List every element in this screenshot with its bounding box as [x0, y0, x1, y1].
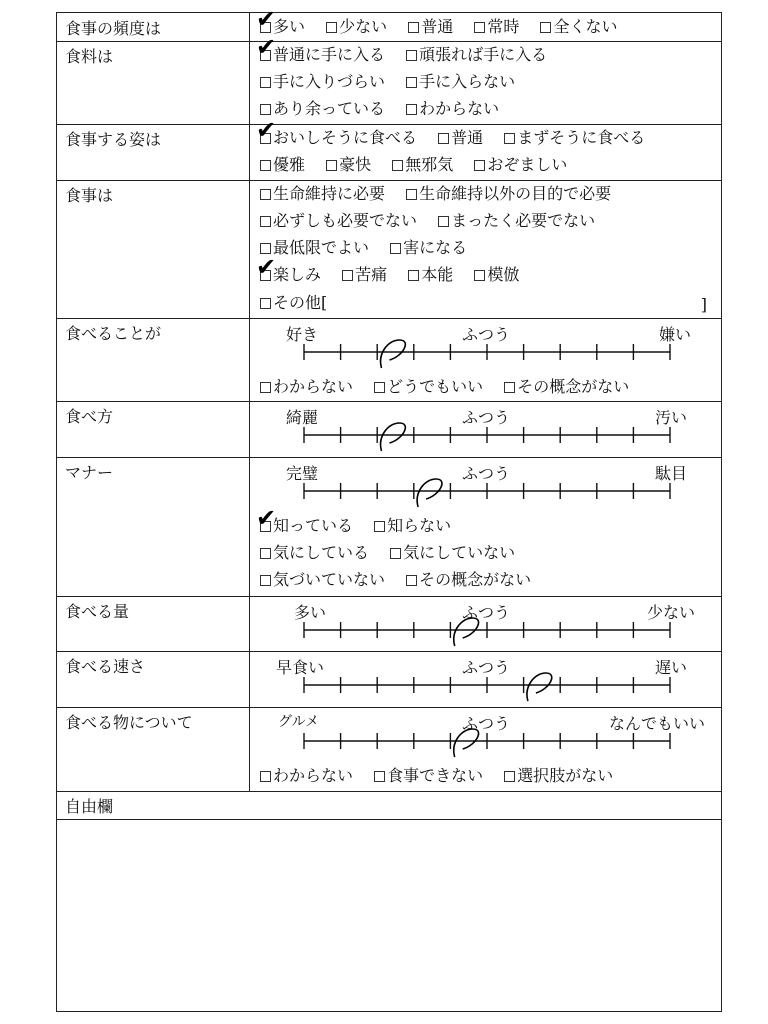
- scale-mid-label: ふつう: [462, 408, 511, 427]
- option-line: [260, 569, 547, 591]
- scale-right-label: なんでもいい: [608, 714, 705, 733]
- checkbox-icon: [406, 189, 417, 200]
- rating-scale[interactable]: [294, 620, 674, 651]
- checkbox-option[interactable]: あり余っている: [260, 98, 385, 120]
- scale-mark-circle: [454, 729, 479, 757]
- checkbox-option[interactable]: 豪快: [326, 154, 371, 176]
- option-line: [260, 210, 611, 232]
- row-content-etiquette: [250, 457, 721, 596]
- free-text-area[interactable]: [57, 819, 721, 1011]
- rating-scale[interactable]: [294, 481, 674, 517]
- checkbox-option[interactable]: 害になる: [390, 237, 467, 259]
- checkbox-icon: [390, 243, 401, 254]
- checkbox-option[interactable]: 苦痛: [342, 264, 387, 286]
- scale-mid-label: ふつう: [462, 658, 511, 677]
- check-mark-icon: ✔: [256, 33, 277, 61]
- check-mark-icon: ✔: [256, 116, 277, 144]
- check-mark-icon: ✔: [256, 253, 277, 281]
- checkbox-option[interactable]: 普通: [438, 127, 483, 149]
- checkbox-icon: [342, 270, 353, 281]
- option-line: [256, 116, 661, 149]
- checkbox-icon: [260, 548, 271, 559]
- option-line: [260, 71, 531, 93]
- checkbox-icon: [390, 548, 401, 559]
- row-label-eating-look: 食事する姿は: [57, 124, 250, 180]
- checkbox-icon: [326, 160, 337, 171]
- checkbox-icon: [374, 382, 385, 393]
- row-content-amount: [250, 596, 721, 651]
- checkbox-icon: [374, 771, 385, 782]
- row-label-manner-of-eating: 食べ方: [57, 401, 250, 457]
- checkbox-icon: [260, 298, 271, 309]
- checkbox-icon: [260, 160, 271, 171]
- checkbox-option[interactable]: まったく必要でない: [438, 210, 595, 232]
- check-mark-icon: ✔: [256, 504, 277, 532]
- checkbox-icon: [438, 216, 449, 227]
- checkbox-option[interactable]: 頑張れば手に入る: [406, 44, 547, 66]
- checkbox-option[interactable]: 常時: [474, 16, 519, 38]
- option-line: [260, 376, 645, 398]
- option-line: [256, 253, 535, 286]
- checkbox-option[interactable]: 食事できない: [374, 765, 483, 787]
- checkbox-icon: [374, 521, 385, 532]
- checkbox-option[interactable]: 生命維持以外の目的で必要: [406, 183, 611, 205]
- scale-mid-label: ふつう: [462, 464, 511, 483]
- row-label-etiquette: マナー: [57, 457, 250, 596]
- checkbox-icon: [260, 216, 271, 227]
- scale-left-label: グルメ: [278, 714, 320, 730]
- checkbox-option[interactable]: まずそうに食べる: [504, 127, 645, 149]
- questionnaire-form: [56, 5, 722, 1012]
- row-label-liking: 食べることが: [57, 318, 250, 401]
- free-section-title: 自由欄: [65, 797, 114, 816]
- row-label-amount: 食べる量: [57, 596, 250, 651]
- checkbox-icon: [438, 133, 449, 144]
- checkbox-option[interactable]: 選択肢がない: [504, 765, 613, 787]
- checkbox-option[interactable]: ✔ 知っている: [256, 504, 354, 535]
- checkbox-option[interactable]: 模倣: [474, 264, 519, 286]
- checkbox-icon: [504, 382, 515, 393]
- checkbox-option[interactable]: 本能: [408, 264, 453, 286]
- checkbox-icon: [406, 575, 417, 586]
- checkbox-option[interactable]: その概念がない: [406, 569, 531, 591]
- checkbox-icon: [474, 160, 485, 171]
- rating-scale[interactable]: [294, 425, 674, 457]
- checkbox-icon: [260, 189, 271, 200]
- checkbox-option[interactable]: 知らない: [374, 515, 451, 537]
- checkbox-icon: [260, 382, 271, 393]
- row-label-food-pref: 食べる物について: [57, 707, 250, 791]
- checkbox-icon: [408, 22, 419, 33]
- option-line: [256, 5, 633, 38]
- checkbox-icon: [408, 270, 419, 281]
- checkbox-option[interactable]: 生命維持に必要: [260, 183, 385, 205]
- free-section-header: [57, 791, 721, 819]
- row-label-speed: 食べる速さ: [57, 651, 250, 707]
- row-content-frequency: [250, 5, 721, 41]
- rating-scale[interactable]: [294, 731, 674, 767]
- scale-left-label: 多い: [294, 603, 327, 622]
- checkbox-icon: [406, 77, 417, 88]
- checkbox-option[interactable]: その概念がない: [504, 376, 629, 398]
- option-line: [260, 237, 483, 259]
- checkbox-option[interactable]: 気にしていない: [390, 542, 515, 564]
- checkbox-icon: [260, 104, 271, 115]
- scale-mid-label: ふつう: [462, 603, 511, 622]
- checkbox-icon: [326, 22, 337, 33]
- checkbox-option[interactable]: 必ずしも必要でない: [260, 210, 417, 232]
- option-line: [260, 183, 627, 205]
- scale-mark-circle: [381, 340, 406, 368]
- option-line: [256, 504, 467, 537]
- checkbox-icon: [504, 133, 515, 144]
- checkbox-option-other[interactable]: その他[: [260, 292, 327, 314]
- checkbox-icon: [260, 575, 271, 586]
- option-line: [260, 98, 515, 120]
- row-content-speed: [250, 651, 721, 707]
- scale-right-label: 遅い: [654, 658, 687, 677]
- row-content-ingredients: [250, 33, 721, 124]
- checkbox-icon: [540, 22, 551, 33]
- checkbox-icon: [474, 22, 485, 33]
- option-line: [260, 765, 629, 787]
- checkbox-option[interactable]: わからない: [260, 376, 353, 398]
- checkbox-icon: [260, 771, 271, 782]
- scale-mark-circle: [527, 673, 552, 701]
- scale-mid-label: ふつう: [462, 325, 511, 344]
- scale-right-label: 嫌い: [658, 325, 691, 344]
- scale-left-label: 好き: [286, 325, 319, 344]
- checkbox-icon: [474, 270, 485, 281]
- rating-scale[interactable]: [294, 675, 674, 707]
- option-line: [260, 542, 531, 564]
- checkbox-option[interactable]: 手に入らない: [406, 71, 515, 93]
- row-label-frequency: 食事の頻度は: [57, 13, 250, 41]
- checkbox-option[interactable]: ✔ 普通に手に入る: [256, 33, 386, 64]
- checkbox-option[interactable]: 少ない: [326, 16, 387, 38]
- checkbox-option[interactable]: ✔ 楽しみ: [256, 253, 322, 284]
- row-content-meal: [250, 180, 721, 318]
- checkbox-option[interactable]: ✔ おいしそうに食べる: [256, 116, 418, 147]
- checkbox-option[interactable]: わからない: [260, 765, 353, 787]
- other-bracket-close: ]: [700, 295, 707, 314]
- check-mark-icon: ✔: [256, 5, 277, 33]
- checkbox-option[interactable]: おぞましい: [474, 154, 567, 176]
- row-content-eating-look: [250, 116, 721, 180]
- scale-right-label: 汚い: [654, 408, 687, 427]
- row-label-meal: 食事は: [57, 180, 250, 318]
- scale-mark-circle: [417, 479, 442, 507]
- scale-right-label: 駄目: [654, 464, 687, 483]
- checkbox-option[interactable]: 手に入りづらい: [260, 71, 385, 93]
- checkbox-option[interactable]: 最低限でよい: [260, 237, 369, 259]
- checkbox-icon: [260, 77, 271, 88]
- row-content-liking: [250, 318, 721, 401]
- checkbox-option[interactable]: 気づいていない: [260, 569, 385, 591]
- option-line: [260, 292, 343, 314]
- checkbox-option[interactable]: 優雅: [260, 154, 305, 176]
- option-line: [260, 154, 583, 176]
- row-label-ingredients: 食料は: [57, 41, 250, 124]
- checkbox-option[interactable]: 全くない: [540, 16, 617, 38]
- checkbox-option[interactable]: 無邪気: [392, 154, 453, 176]
- row-content-food-pref: [250, 707, 721, 791]
- checkbox-icon: [392, 160, 403, 171]
- option-line: [256, 33, 563, 66]
- scale-left-label: 綺麗: [286, 408, 319, 427]
- scale-mid-label: ふつう: [462, 714, 511, 733]
- row-content-manner-of-eating: [250, 401, 721, 457]
- checkbox-icon: [406, 50, 417, 61]
- scale-mark-circle: [454, 618, 479, 646]
- checkbox-option[interactable]: ✔ 多い: [256, 5, 306, 36]
- checkbox-option[interactable]: 普通: [408, 16, 453, 38]
- scale-left-label: 完璧: [286, 464, 319, 483]
- checkbox-option[interactable]: どうでもいい: [374, 376, 483, 398]
- checkbox-option[interactable]: 気にしている: [260, 542, 369, 564]
- scale-right-label: 少ない: [646, 603, 695, 622]
- scale-mark-circle: [381, 423, 406, 451]
- checkbox-icon: [406, 104, 417, 115]
- scale-left-label: 早食い: [276, 658, 325, 677]
- checkbox-option[interactable]: わからない: [406, 98, 499, 120]
- checkbox-icon: [504, 771, 515, 782]
